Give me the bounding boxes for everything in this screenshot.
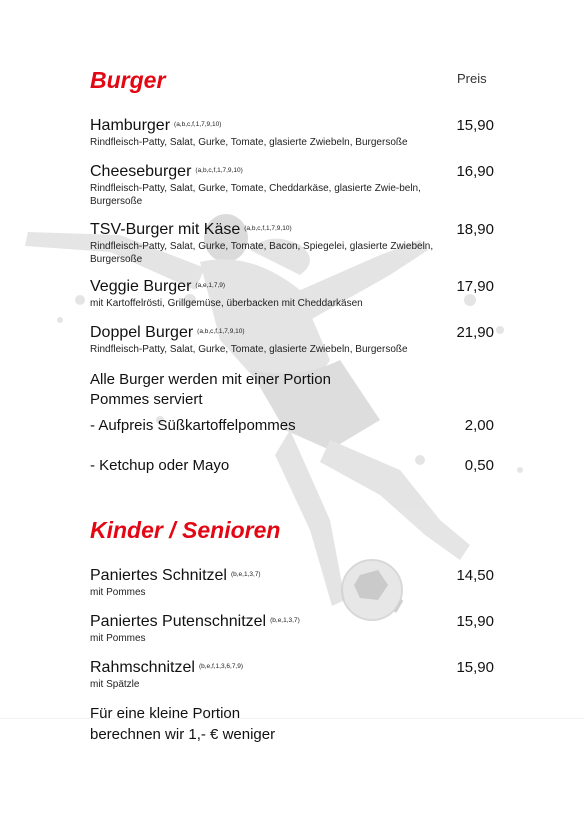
allergen-codes: (b,e,1,3,7) — [270, 617, 300, 624]
kinder-note-line-2: berechnen wir 1,- € weniger — [90, 726, 276, 743]
item-price: 18,90 — [456, 221, 494, 238]
extra-price: 0,50 — [464, 457, 494, 474]
allergen-codes: (a,b,c,f,1,7,9,10) — [244, 225, 292, 232]
item-description: mit Kartoffelrösti, Grillgemüse, überbacken mit Cheddarkäsen — [90, 298, 363, 309]
extra-sweet-potato-fries — [90, 416, 494, 435]
item-price: 15,90 — [456, 659, 494, 676]
item-description: Rindfleisch-Patty, Salat, Gurke, Tomate, glasierte Zwiebeln, Burgersoße — [90, 344, 408, 355]
menu-item-tsv-burger — [90, 220, 494, 266]
item-name: Rahmschnitzel — [90, 659, 195, 676]
menu-item-paniertes-putenschnitzel — [90, 612, 494, 645]
item-name: Doppel Burger — [90, 324, 194, 341]
item-price: 17,90 — [456, 278, 494, 295]
allergen-codes: (a,b,c,f,1,7,9,10) — [197, 328, 245, 335]
kinder-note-line-1: Für eine kleine Portion — [90, 705, 241, 722]
menu-item-doppel-burger — [90, 323, 494, 356]
extra-label: - Aufpreis Süßkartoffelpommes — [90, 417, 296, 434]
item-description: Rindfleisch-Patty, Salat, Gurke, Tomate, Cheddarkäse, glasierte Zwie-beln, Burgersoße — [90, 183, 421, 207]
item-description: Rindfleisch-Patty, Salat, Gurke, Tomate, glasierte Zwiebeln, Burgersoße — [90, 137, 408, 148]
allergen-codes: (a,b,c,f,1,7,9,10) — [195, 167, 243, 174]
extra-label: - Ketchup oder Mayo — [90, 457, 230, 474]
item-description: mit Spätzle — [90, 679, 140, 690]
item-name: Cheeseburger — [90, 163, 192, 180]
menu-item-paniertes-schnitzel — [90, 566, 494, 599]
burger-section-title: Burger — [90, 67, 166, 93]
price-column-header: Preis — [457, 71, 487, 86]
extra-ketchup-mayo — [90, 456, 494, 475]
allergen-codes: (a,b,c,f,1,7,9,10) — [174, 121, 222, 128]
burger-note-line-1: Alle Burger werden mit einer Portion — [90, 371, 331, 388]
extra-price: 2,00 — [464, 417, 494, 434]
divider — [0, 718, 584, 719]
menu-item-hamburger — [90, 116, 494, 149]
allergen-codes: (b,e,1,3,7) — [230, 571, 261, 578]
allergen-codes: (b,e,f,1,3,6,7,9) — [198, 663, 244, 670]
kinder-section-title: Kinder / Senioren — [90, 517, 281, 543]
allergen-codes: (a,e,1,7,9) — [195, 282, 226, 289]
item-description: mit Pommes — [90, 587, 146, 598]
item-price: 15,90 — [456, 117, 494, 134]
item-name: Paniertes Schnitzel — [90, 567, 227, 584]
item-name: Hamburger — [90, 117, 171, 134]
burger-note-line-2: Pommes serviert — [90, 391, 203, 408]
menu-item-rahmschnitzel — [90, 658, 494, 691]
item-price: 14,50 — [456, 567, 494, 584]
item-price: 21,90 — [456, 324, 494, 341]
menu-item-cheeseburger — [90, 162, 494, 208]
item-description: mit Pommes — [90, 633, 146, 644]
menu-item-veggie-burger — [90, 277, 494, 310]
item-name: Veggie Burger — [90, 278, 192, 295]
item-description: Rindfleisch-Patty, Salat, Gurke, Tomate, Bacon, Spiegelei, glasierte Zwiebeln, Burgersoße — [90, 241, 434, 265]
item-name: TSV-Burger mit Käse — [90, 221, 241, 238]
item-price: 15,90 — [456, 613, 494, 630]
item-price: 16,90 — [456, 163, 494, 180]
item-name: Paniertes Putenschnitzel — [90, 613, 267, 630]
